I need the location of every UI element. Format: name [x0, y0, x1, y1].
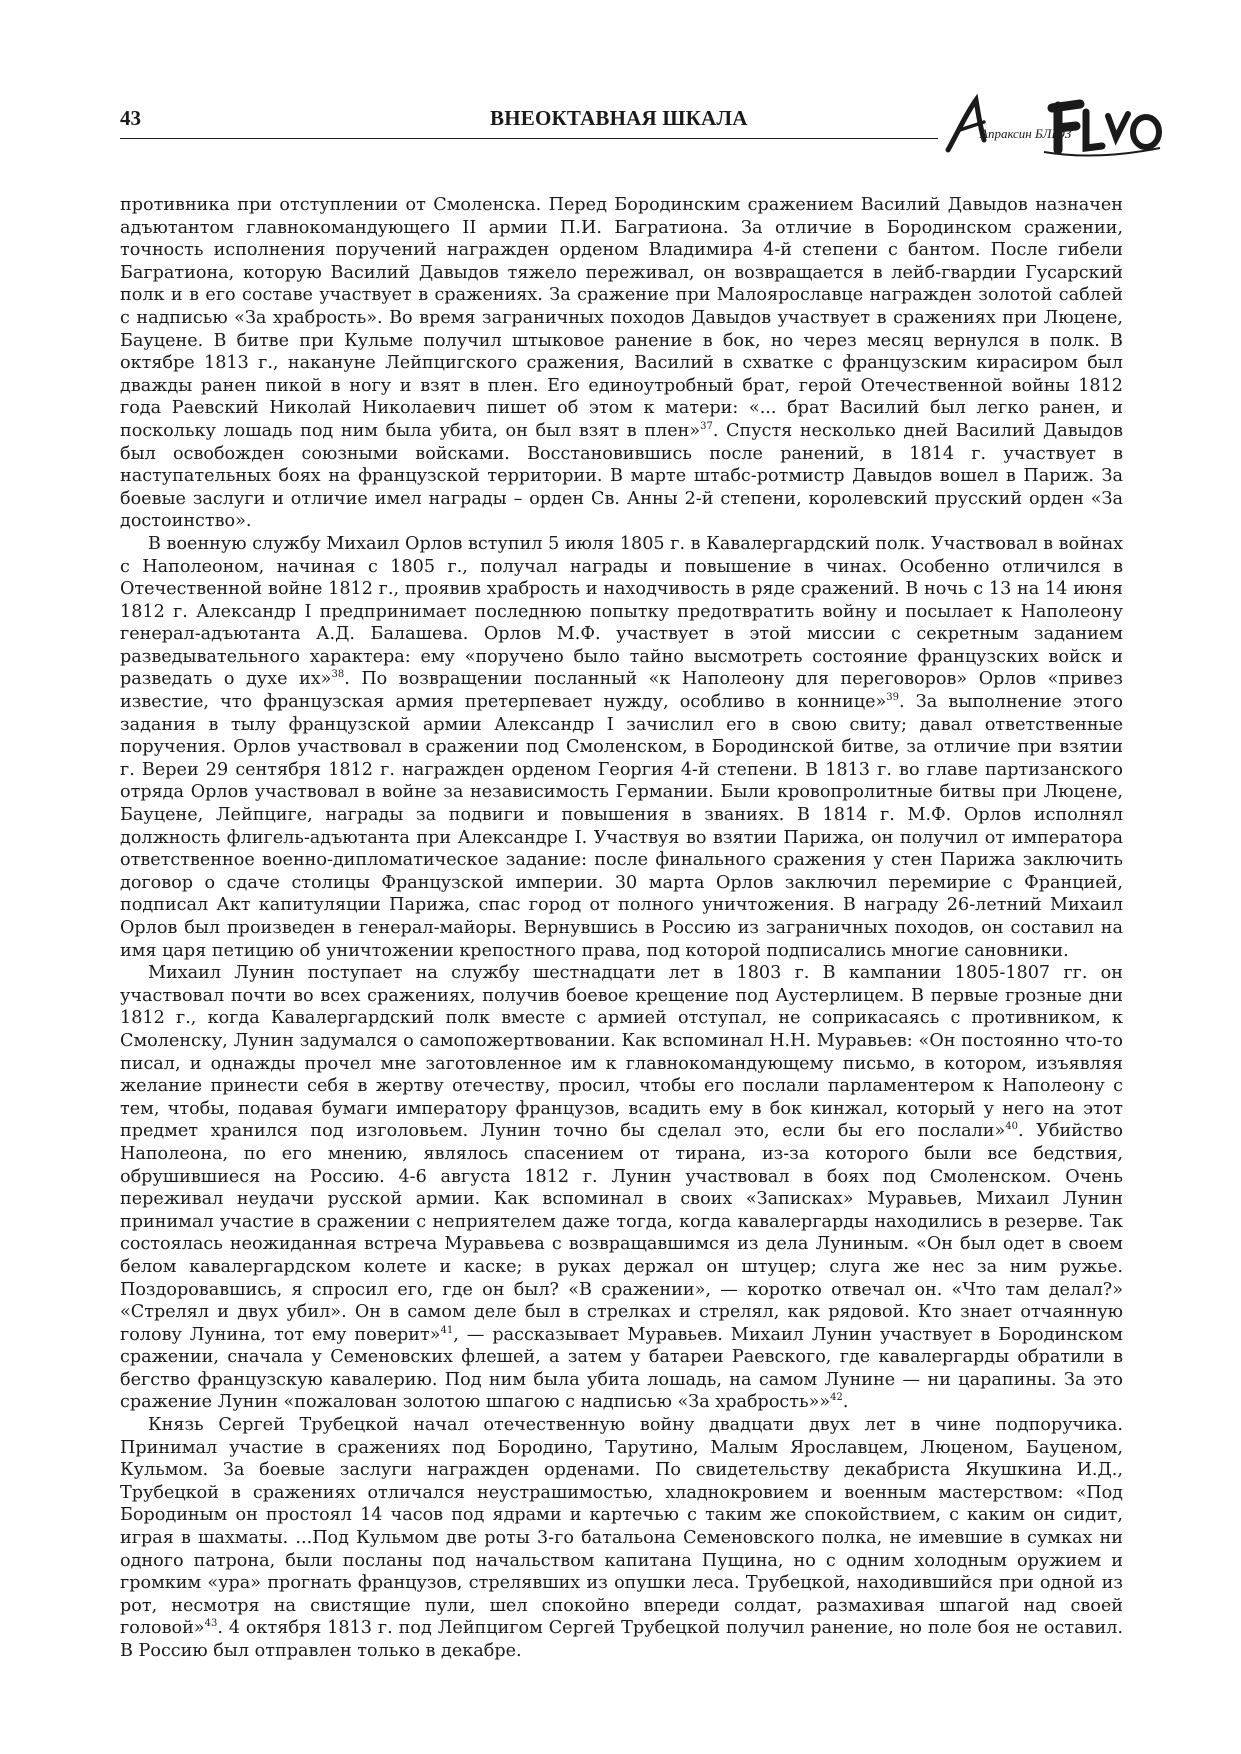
- paragraph-text: . За выполнение этого задания в тылу французской армии Александр I зачислил его в свою свиту; давал ответственные поручения. Орлов участвовал в сражении под Смоленском, в Бородинской битве, за отличие при взятии г. Вереи 29 сентября 1812 г. награжден орденом Георгия 4-й степени. В 1813 г. во главе партизанского отряда Орлов участвовал в войне за независимость Германии. Были кровопролитные битвы при Люцене, Бауцене, Лейпциге, награды за подвиги и повышения в званиях. В 1814 г. М.Ф. Орлов исполнял должность флигель-адъютанта при Александре I. Участвуя во взятии Парижа, он получил от императора ответственное военно-дипломатическое задание: после финального сражения у стен Парижа заключить договор о сдаче столицы Французской империи. 30 марта Орлов заключил перемирие с Францией, подписал Акт капитуляции Парижа, спас город от полного уничтожения. В награду 26-летний Михаил Орлов был произведен в генерал-майоры. Вернувшись в Россию из заграничных походов, он составил на имя царя петицию об уничтожении крепостного права, под которой подписались многие сановники.: [120, 692, 1123, 961]
- publication-logo-graphic: [940, 92, 1165, 162]
- footnote-marker: 39: [886, 692, 900, 704]
- header-rule: [120, 138, 938, 139]
- footnote-marker: 40: [1005, 1121, 1019, 1133]
- running-title: ВНЕОКТАВНАЯ ШКАЛА: [490, 106, 748, 130]
- publication-logo: [940, 92, 1165, 162]
- article-body: [120, 194, 1123, 1663]
- paragraph-text: В военную службу Михаил Орлов вступил 5 июля 1805 г. в Кавалергардский полк. Участвовал в войнах с Наполеоном, начиная с 1805 г., получал награды и повышение в чинах. Особенно отличился в Отечественной войне 1812 г., проявив храбрость и находчивость в ряде сражений. В ночь с 13 на 14 июня 1812 г. Александр I предпринимает последнюю попытку предотвратить войну и посылает к Наполеону генерал-адъютанта А.Д. Балашева. Орлов М.Ф. участвует в этой миссии с секретным заданием разведывательного характера: ему «поручено было тайно высмотреть состояние французских войск и разведать о духе их»: [120, 533, 1123, 690]
- paragraph: [120, 1414, 1123, 1663]
- footnote-marker: 37: [700, 421, 713, 433]
- page-number: 43: [120, 106, 141, 130]
- footnote-marker: 38: [331, 669, 345, 681]
- footnote-marker: 43: [204, 1618, 218, 1630]
- paragraph-text: . По возвращении посланный «к Наполеону для переговоров» Орлов «привез известие, что французская армия претерпевает нужду, особливо в коннице»: [120, 669, 1123, 713]
- footnote-marker: 41: [440, 1324, 454, 1336]
- paragraph: [120, 533, 1123, 962]
- paragraph-text: . 4 октября 1813 г. под Лейпцигом Сергей Трубецкой получил ранение, но поле боя не оставил. В Россию был отправлен только в декабре.: [120, 1618, 1123, 1661]
- paragraph-text: Князь Сергей Трубецкой начал отечественную войну двадцати двух лет в чине подпоручика. Принимал участие в сражениях под Бородино, Тарутино, Малым Ярославцем, Люценом, Бауценом, Кульмом. За боевые заслуги награжден орденами. По свидетельству декабриста Якушкина И.Д., Трубецкой в сражениях отличался неустрашимостью, хладнокровием и военным мастерством: «Под Бородиным он простоял 14 часов под ядрами и картечью с таким же спокойствием, с каким он сидит, играя в шахматы. ...Под Кульмом две роты 3-го батальона Семеновского полка, не имевшие в сумках ни одного патрона, были посланы под начальством капитана Пущина, но с одним холодным оружием и громким «ура» прогнать французов, стрелявших из опушки леса. Трубецкой, находившийся при одной из рот, несмотря на свистящие пули, шел спокойно впереди солдат, размахивая шпагой над своей головой»: [120, 1415, 1123, 1639]
- paragraph: [120, 962, 1123, 1414]
- footnote-marker: 42: [830, 1392, 843, 1404]
- paragraph-text: , — рассказывает Муравьев. Михаил Лунин участвует в Бородинском сражении, сначала у Семеновских флешей, а затем у батареи Раевского, где кавалергарды обратили в бегство французскую кавалерию. Под ним была убита лошадь, на самом Лунине — ни царапины. За это сражение Лунин «пожалован золотою шпагою с надписью «За храбрость»»: [120, 1324, 1123, 1413]
- paragraph-text: .: [842, 1392, 849, 1413]
- paragraph-text: . Спустя несколько дней Василий Давыдов был освобожден союзными войсками. Восстановившись после ранений, в 1814 г. участвует в наступательных боях на французской территории. В марте штабс-ротмистр Давыдов вошел в Париж. За боевые заслуги и отличие имел награды – орден Св. Анны 2-й степени, королевский прусский орден «За достоинство».: [120, 420, 1123, 532]
- paragraph-text: Михаил Лунин поступает на службу шестнадцати лет в 1803 г. В кампании 1805-1807 гг. он участвовал почти во всех сражениях, получив боевое крещение под Аустерлицем. В первые грозные дни 1812 г., когда Кавалергардский полк вместе с армией отступал, не соприкасаясь с противником, к Смоленску, Лунин задумался о самопожертвовании. Как вспоминал Н.Н. Муравьев: «Он постоянно что-то писал, и однажды прочел мне заготовленное им к главнокомандующему письмо, в котором, изъявляя желание принести себя в жертву отечеству, просил, чтобы его послали парламентером к Наполеону с тем, чтобы, подавая бумаги императору французов, всадить ему в бок кинжал, который у него на этот предмет хранился под изголовьем. Лунин точно бы сделал это, если бы его послали»: [120, 963, 1123, 1142]
- logo-wordmark: Апраксин БЛЮЗ: [980, 126, 1072, 141]
- paragraph: [120, 194, 1123, 533]
- paragraph-text: противника при отступлении от Смоленска. Перед Бородинским сражением Василий Давыдов назначен адъютантом главнокомандующего II армии П.И. Багратиона. За отличие в Бородинском сражении, точность исполнения поручений награжден орденом Владимира 4-й степени с бантом. После гибели Багратиона, которую Василий Давыдов тяжело переживал, он возвращается в лейб-гвардии Гусарский полк и в его составе участвует в сражениях. За сражение при Малоярославце награжден золотой саблей с надписью «За храбрость». Во время заграничных походов Давыдов участвует в сражениях при Люцене, Бауцене. В битве при Кульме получил штыковое ранение в бок, но через месяц вернулся в полк. В октябре 1813 г., накануне Лейпцигского сражения, Василий в схватке с французским кирасиром был дважды ранен пикой в ногу и взят в плен. Его единоутробный брат, герой Отечественной войны 1812 года Раевский Николай Николаевич пишет об этом к матери: «... брат Василий был легко ранен, и поскольку лошадь под ним была убита, он был взят в плен»: [120, 195, 1123, 441]
- paragraph-text: . Убийство Наполеона, по его мнению, являлось спасением от тирана, из-за которого были все бедствия, обрушившиеся на Россию. 4-6 августа 1812 г. Лунин участвовал в боях под Смоленском. Очень переживал неудачи русской армии. Как вспоминал в своих «Записках» Муравьев, Михаил Лунин принимал участие в сражении с неприятелем даже тогда, когда кавалергарды находились в резерве. Так состоялась неожиданная встреча Муравьева с возвращавшимся из дела Луниным. «Он был одет в своем белом кавалергардском колете и каске; в руках держал он штуцер; слуга же нес за ним ружье. Поздоровавшись, я спросил его, где он был? «В сражении», — коротко отвечал он. «Что там делал?» «Стрелял и двух убил». Он в самом деле был в стрелках и стрелял, как рядовой. Кто знает отчаянную голову Лунина, тот ему поверит»: [120, 1121, 1123, 1345]
